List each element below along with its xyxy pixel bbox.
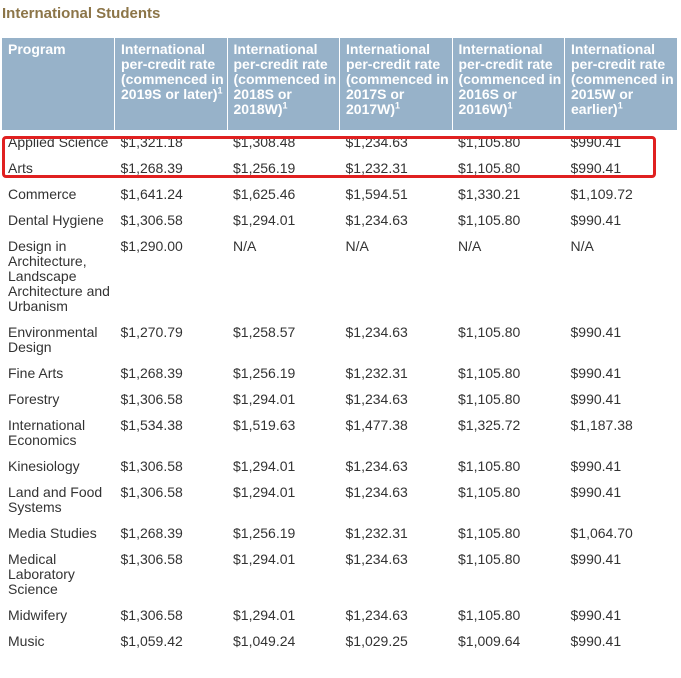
footnote-marker: 1 [217,85,223,96]
rate-cell: $1,625.46 [227,182,340,208]
program-name-cell: Environmental Design [2,320,115,361]
table-header [2,38,677,130]
column-header-label: International per-credit rate (commenced in 2016S or 2016W) [458,41,562,117]
footnote-marker: 1 [507,100,513,111]
rate-cell: $1,234.63 [340,130,453,156]
program-name-cell: International Economics [2,413,115,454]
rate-cell: $1,049.24 [227,629,340,655]
table-row [2,480,677,521]
rate-cell: $1,064.70 [565,521,678,547]
rate-cell: $1,306.58 [115,454,228,480]
rate-cell: $1,187.38 [565,413,678,454]
rate-cell: $990.41 [565,547,678,603]
rate-cell: $1,306.58 [115,603,228,629]
rate-cell: $1,105.80 [452,480,565,521]
tuition-table [2,38,677,655]
rate-cell: $1,294.01 [227,547,340,603]
program-name-cell: Land and Food Systems [2,480,115,521]
program-name-cell: Design in Architecture, Landscape Architecture and Urbanism [2,234,115,320]
table-row [2,413,677,454]
rate-cell: $1,105.80 [452,454,565,480]
rate-cell: $1,234.63 [340,387,453,413]
program-name-cell: Media Studies [2,521,115,547]
rate-cell: $990.41 [565,603,678,629]
table-row [2,629,677,655]
column-header-program [2,38,115,130]
rate-cell: $1,290.00 [115,234,228,320]
rate-cell: $990.41 [565,480,678,521]
rate-cell: $990.41 [565,156,678,182]
rate-cell: $1,294.01 [227,387,340,413]
table-row [2,130,677,156]
rate-cell: $1,519.63 [227,413,340,454]
rate-cell: $1,256.19 [227,361,340,387]
rate-cell: $1,234.63 [340,603,453,629]
rate-cell: $1,308.48 [227,130,340,156]
rate-cell: $1,105.80 [452,130,565,156]
rate-cell: $1,294.01 [227,208,340,234]
rate-cell: $1,105.80 [452,387,565,413]
rate-cell: $990.41 [565,361,678,387]
rate-cell: $1,105.80 [452,156,565,182]
rate-cell: $990.41 [565,387,678,413]
program-name-cell: Commerce [2,182,115,208]
column-header-label: International per-credit rate (commenced in 2015W or earlier) [571,41,674,117]
rate-cell: N/A [340,234,453,320]
rate-cell: $1,105.80 [452,361,565,387]
program-name-cell: Midwifery [2,603,115,629]
rate-cell: $1,294.01 [227,480,340,521]
column-header-label: International per-credit rate (commenced in 2019S or later) [121,41,224,102]
rate-cell: $990.41 [565,208,678,234]
program-name-cell: Arts [2,156,115,182]
rate-cell: $1,232.31 [340,361,453,387]
rate-cell: N/A [565,234,678,320]
rate-cell: $990.41 [565,320,678,361]
column-header-rate-3 [340,38,453,130]
rate-cell: $1,234.63 [340,454,453,480]
rate-cell: $1,306.58 [115,547,228,603]
table-row [2,361,677,387]
program-name-cell: Kinesiology [2,454,115,480]
table-row [2,603,677,629]
rate-cell: $1,232.31 [340,521,453,547]
table-row [2,547,677,603]
program-name-cell: Fine Arts [2,361,115,387]
rate-cell: $1,294.01 [227,454,340,480]
table-row [2,320,677,361]
column-header-rate-5 [565,38,678,130]
table-row [2,234,677,320]
rate-cell: $1,321.18 [115,130,228,156]
rate-cell: $1,234.63 [340,208,453,234]
rate-cell: $1,234.63 [340,320,453,361]
footnote-marker: 1 [395,100,401,111]
rate-cell: $1,258.57 [227,320,340,361]
column-header-label: International per-credit rate (commenced in 2018S or 2018W) [233,41,337,117]
table-row [2,182,677,208]
program-name-cell: Forestry [2,387,115,413]
rate-cell: $1,268.39 [115,156,228,182]
rate-cell: $990.41 [565,629,678,655]
table-row [2,387,677,413]
footnote-marker: 1 [282,100,288,111]
rate-cell: $1,234.63 [340,480,453,521]
rate-cell: $1,059.42 [115,629,228,655]
rate-cell: $1,105.80 [452,320,565,361]
rate-cell: $1,009.64 [452,629,565,655]
page-title: International Students [2,5,161,22]
rate-cell: $990.41 [565,454,678,480]
header-row [2,38,677,130]
column-header-label: International per-credit rate (commenced in 2017S or 2017W) [346,41,449,117]
rate-cell: $1,268.39 [115,361,228,387]
rate-cell: $1,477.38 [340,413,453,454]
rate-cell: $1,256.19 [227,521,340,547]
table-row [2,208,677,234]
rate-cell: $1,105.80 [452,521,565,547]
column-header-rate-1 [115,38,228,130]
column-header-label: Program [8,41,66,57]
table-row [2,521,677,547]
program-name-cell: Medical Laboratory Science [2,547,115,603]
table-row [2,156,677,182]
rate-cell: $1,294.01 [227,603,340,629]
rate-cell: $1,641.24 [115,182,228,208]
rate-cell: $1,234.63 [340,547,453,603]
rate-cell: $1,029.25 [340,629,453,655]
program-name-cell: Music [2,629,115,655]
rate-cell: $1,268.39 [115,521,228,547]
footnote-marker: 1 [617,100,623,111]
column-header-rate-4 [452,38,565,130]
column-header-rate-2 [227,38,340,130]
program-name-cell: Dental Hygiene [2,208,115,234]
rate-cell: $1,109.72 [565,182,678,208]
rate-cell: $1,105.80 [452,547,565,603]
rate-cell: $990.41 [565,130,678,156]
rate-cell: $1,306.58 [115,480,228,521]
rate-cell: $1,306.58 [115,208,228,234]
rate-cell: N/A [452,234,565,320]
rate-cell: N/A [227,234,340,320]
rate-cell: $1,105.80 [452,208,565,234]
table-row [2,454,677,480]
rate-cell: $1,256.19 [227,156,340,182]
rate-cell: $1,534.38 [115,413,228,454]
rate-cell: $1,232.31 [340,156,453,182]
rate-cell: $1,306.58 [115,387,228,413]
program-name-cell: Applied Science [2,130,115,156]
rate-cell: $1,330.21 [452,182,565,208]
rate-cell: $1,105.80 [452,603,565,629]
rate-cell: $1,594.51 [340,182,453,208]
rate-cell: $1,325.72 [452,413,565,454]
rate-cell: $1,270.79 [115,320,228,361]
table-body [2,130,677,655]
